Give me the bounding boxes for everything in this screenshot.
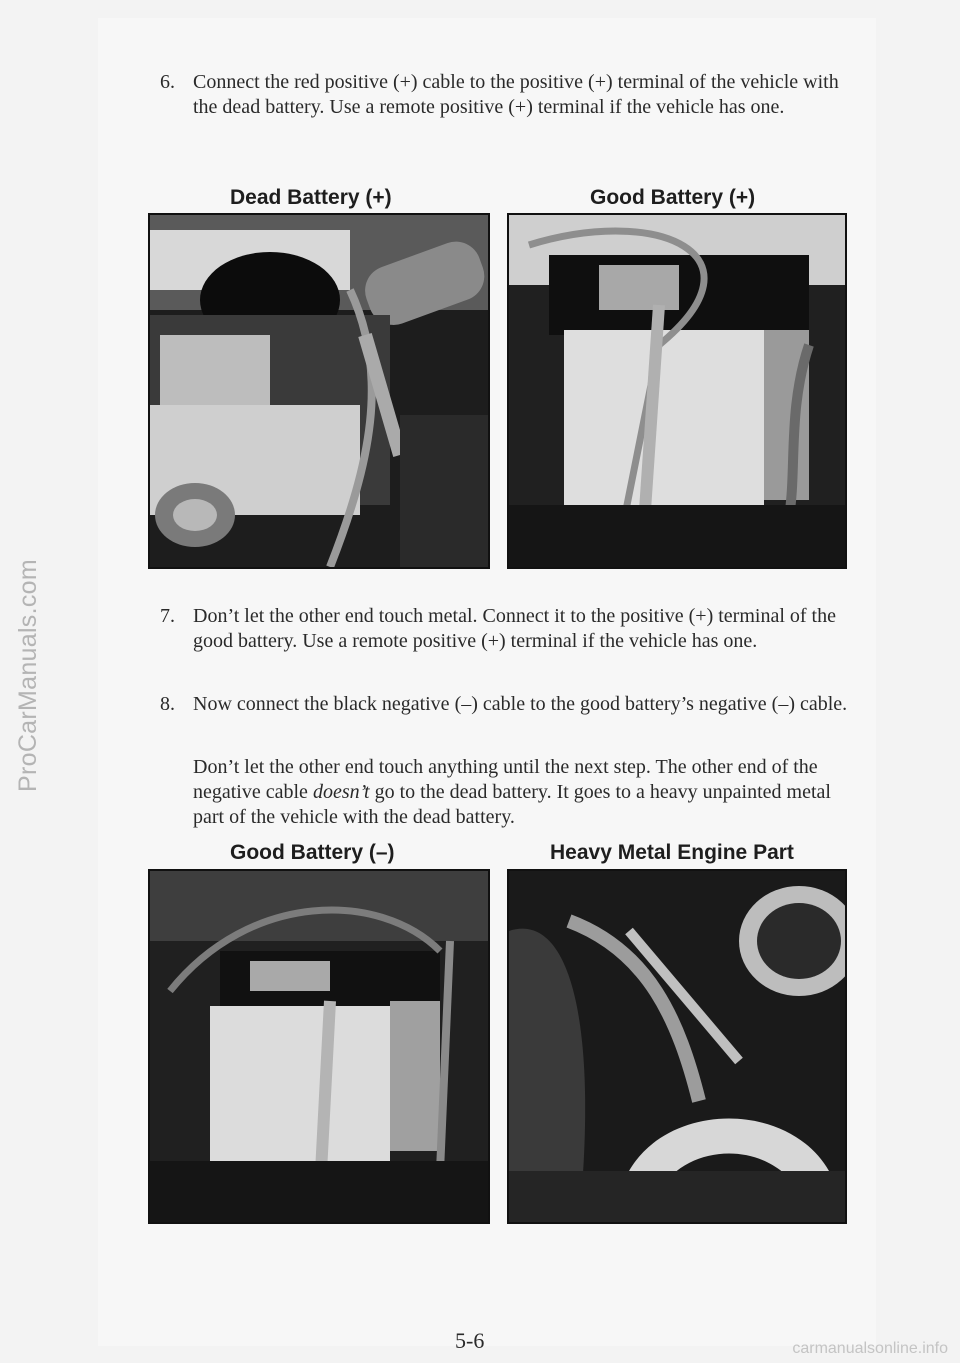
note-text-1: Don’t let the other end touch anything until the next step. The other end of the negative cable bbox=[193, 756, 818, 803]
step-7-text: Don’t let the other end touch metal. Connect it to the positive (+) terminal of the good battery. Use a remote positive (+) terminal if the vehicle has one. bbox=[193, 605, 836, 652]
caption-heavy-metal-engine-part: Heavy Metal Engine Part bbox=[550, 841, 794, 864]
note-text-2: go to the dead battery. It goes to a heavy unpainted metal part of the vehicle with the dead battery. bbox=[193, 781, 831, 828]
photo-dead-battery-positive bbox=[148, 213, 490, 569]
side-watermark bbox=[6, 440, 50, 910]
step-8-text: Now connect the black negative (–) cable to the good battery’s negative (–) cable. bbox=[193, 693, 848, 715]
step-7 bbox=[160, 604, 860, 654]
note-emphasis: doesn’t bbox=[312, 781, 370, 803]
page-number: 5-6 bbox=[455, 1328, 485, 1353]
photo-good-battery-positive bbox=[507, 213, 847, 569]
step-6-text: Connect the red positive (+) cable to the positive (+) terminal of the vehicle with the dead battery. Use a remote positive (+) terminal if the vehicle has one. bbox=[193, 71, 839, 118]
note-paragraph bbox=[193, 755, 860, 830]
photo-good-battery-negative bbox=[148, 869, 490, 1224]
step-8 bbox=[160, 692, 860, 717]
bottom-watermark: carmanualsonline.info bbox=[792, 1340, 948, 1357]
step-6 bbox=[160, 70, 860, 120]
side-watermark-text: ProCarManuals.com bbox=[13, 558, 42, 792]
caption-dead-battery-positive: Dead Battery (+) bbox=[230, 186, 392, 209]
step-8-number: 8. bbox=[160, 693, 175, 715]
caption-good-battery-negative: Good Battery (–) bbox=[230, 841, 395, 864]
caption-good-battery-positive: Good Battery (+) bbox=[590, 186, 756, 209]
step-6-number: 6. bbox=[160, 71, 175, 93]
step-7-number: 7. bbox=[160, 605, 175, 627]
photo-heavy-metal-engine-part bbox=[507, 869, 847, 1224]
